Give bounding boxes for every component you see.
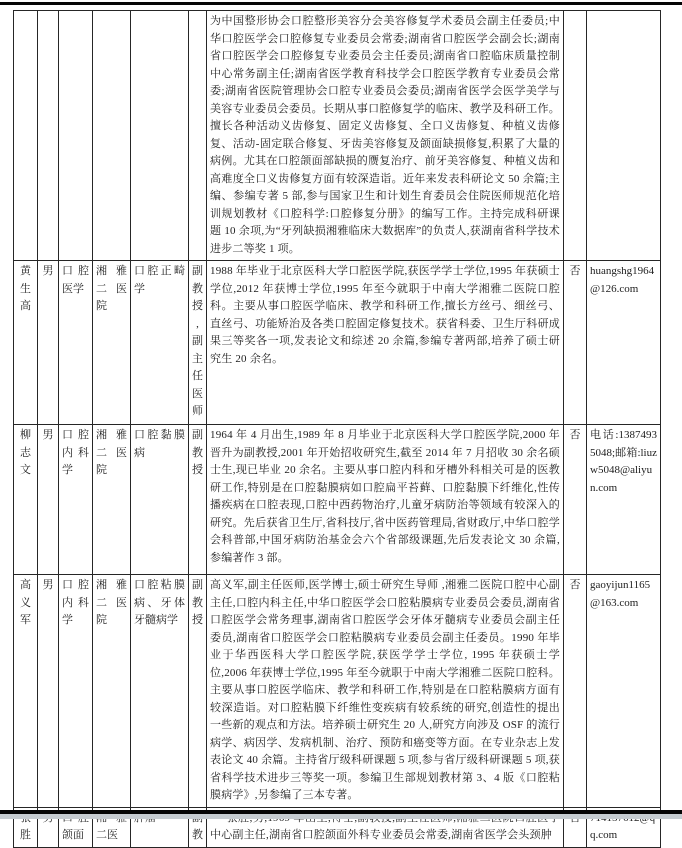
- cell-contact: q.com: [587, 807, 661, 847]
- cell-name: 胜: [14, 807, 38, 847]
- cell-research: 口腔正畸学: [131, 261, 189, 425]
- cell-hospital: 二医: [93, 807, 131, 847]
- cell-gender: 男: [38, 575, 59, 808]
- cell-name: 高义军: [14, 575, 38, 808]
- table-row: [14, 575, 661, 808]
- cell-research: [131, 11, 189, 261]
- table-row: [14, 425, 661, 575]
- cell-title: 副教授: [189, 575, 207, 808]
- cell-title: 副教授: [189, 425, 207, 575]
- cell-flag: 否: [564, 425, 587, 575]
- cell-title: 教: [189, 807, 207, 847]
- cell-research: 口腔黏膜病: [131, 425, 189, 575]
- cell-flag: 否: [564, 261, 587, 425]
- cell-biography: 为中国整形协会口腔整形美容分会美容修复学术委员会副主任委员;中华口腔医学会口腔修复专业委员会常委;湖南省口腔医学会副会长;湖南省口腔医学会口腔修复专业委员会主任委员;湖南省口腔临床质量控制中心常务副主任;湖南省医学教育科技学会口腔医学教育专业委员会常委;湖南省医院管理协会口腔专业委员会委员;湖南省医学会医学美学与美容专业委员会委员。长期从事口腔修复学的临床、教学及科研工作。擅长各种活动义齿修复、固定义齿修复、全口义齿修复、种植义齿修复、活动-固定联合修复、牙齿美容修复及颌面缺损修复,积累了大量的病例。尤其在口腔颌面部缺损的赝复治疗、前牙美容修复、种植义齿和高难度全口义齿修复方面有较深造诣。近年来发表科研论文 50 余篇;主编、参编专著 5 部,参与国家卫生和计划生育委员会住院医师规范化培训规划教材《口腔科学:口腔修复分册》的编写工作。主持完成科研课题 10 余项,为“牙列缺损湘雅临床大数据库”的负责人,获湖南省科学技术进步二等奖 1 项。: [207, 11, 564, 261]
- cell-name: 柳志文: [14, 425, 38, 575]
- cell-gender: 男: [38, 425, 59, 575]
- cell-gender: 男: [38, 261, 59, 425]
- cell-hospital: 湘雅二医院: [93, 575, 131, 808]
- faculty-roster-table: [13, 10, 661, 848]
- cell-contact: huangshg1964@126.com: [587, 261, 661, 425]
- cell-title: [189, 11, 207, 261]
- cell-gender: [38, 11, 59, 261]
- cell-biography: 1964 年 4 月出生,1989 年 8 月毕业于北京医科大学口腔医学院,2000 年晋升为副教授,2001 年开始招收研究生,截至 2014 年 7 月招收 30 余名硕士生,现已毕业 20 余名。主要从事口腔内科和牙槽外科相关可是的医教研工作,特别是在口腔黏膜病如口腔扁平苔藓、口腔黏膜下纤维化,性传播疾病在口腔表现,口腔中西药物治疗,儿童牙病防治等领域有较深入的研究。先后获省卫生厅,省科技厅,省中医药管理局,省财政厅,中华口腔学会科普部,中国牙病防治基金会六个省部级课题,先后发表论文 30 余篇,参编著作 3 部。: [207, 425, 564, 575]
- cell-flag: [564, 11, 587, 261]
- cell-hospital: [93, 11, 131, 261]
- page-break-rule-top: [0, 2, 682, 5]
- cell-biography: 1988 年毕业于北京医科大学口腔医学院,获医学学士学位,1995 年获硕士学位,2012 年获博士学位,1995 年至今就职于中南大学湘雅二医院口腔科。主要从事口腔医学临床、教学和科研工作,擅长方丝弓、细丝弓、直丝弓、功能矫治及各类口腔固定修复技术。获省科委、卫生厅科研成果三等奖各一项,发表论文和综述 20 余篇,参编专著两部,培养了硕士研究生 20 余名。: [207, 261, 564, 425]
- table-row: [14, 261, 661, 425]
- cell-contact: gaoyijun1165@163.com: [587, 575, 661, 808]
- page-edge-shadow: [0, 814, 682, 819]
- cell-research: 口腔粘膜病、牙体牙髓病学: [131, 575, 189, 808]
- cell-specialty: 口腔内科学: [59, 425, 93, 575]
- cell-name: [14, 11, 38, 261]
- cell-hospital: 湘雅二医院: [93, 425, 131, 575]
- cell-specialty: 口腔医学: [59, 261, 93, 425]
- cell-specialty: [59, 11, 93, 261]
- cell-specialty: 颌面: [59, 807, 93, 847]
- cell-specialty: 口腔内科学: [59, 575, 93, 808]
- cell-biography: 高义军,副主任医师,医学博士,硕士研究生导师 ,湘雅二医院口腔中心副主任,口腔内科主任,中华口腔医学会口腔粘膜病专业委员会委员,湖南省口腔医学会常务理事,湖南省口腔医学会牙体牙髓病专业委员会副主任委员,湖南省口腔医学会口腔粘膜病专业委员会副主任委员。1990 年毕业于华西医科大学口腔医学院,获医学学士学位, 1995 年获硕士学位,2006 年获博士学位,1995 年至今就职于中南大学湘雅二医院口腔科。主要从事口腔医学临床、教学和科研工作,特别是在口腔粘膜病方面有较深造诣。对口腔粘膜下纤维性变疾病有较系统的研究,创造性的提出一些新的观点和方法。培养硕士研究生 20 人,研究方向涉及 OSF 的流行病学、病因学、发病机制、治疗、预防和癌变等方面。在专业杂志上发表论文 40 余篇。主持省厅级科研课题 5 项,参与省厅级科研课题 5 项,获省科学技术进步三等奖一项。参编卫生部规划教材第 3、4 版《口腔粘膜病学》,另参编了三本专著。: [207, 575, 564, 808]
- clipped-biography-text: 中心副主任,湖南省口腔颌面外科专业委员会常委,湖南省医学会头颈肿: [210, 829, 552, 841]
- cell-title: 副教授,副主任医师: [189, 261, 207, 425]
- cell-hospital: 湘雅二医院: [93, 261, 131, 425]
- cell-contact: [587, 11, 661, 261]
- cell-name: 黄生高: [14, 261, 38, 425]
- table-row: [14, 11, 661, 261]
- cell-contact: 电话:13874935048;邮箱:liuzw5048@aliyun.com: [587, 425, 661, 575]
- cell-flag: 否: [564, 575, 587, 808]
